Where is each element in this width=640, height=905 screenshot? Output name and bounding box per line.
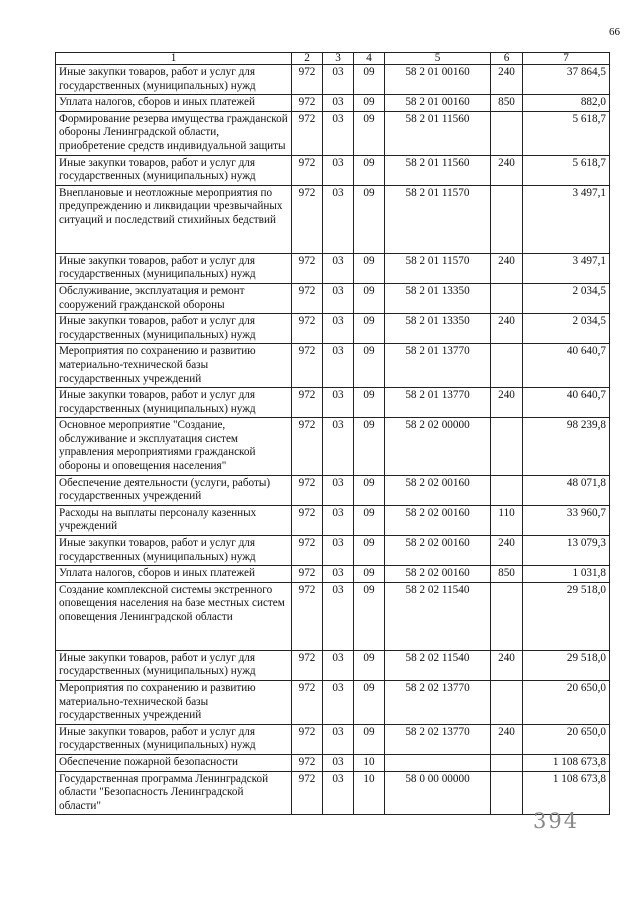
table-row xyxy=(56,536,610,566)
table-row xyxy=(56,724,610,754)
table-row xyxy=(56,65,610,95)
row-code-6: 240 xyxy=(491,650,523,680)
row-code-6: 240 xyxy=(491,314,523,344)
table-row xyxy=(56,582,610,650)
row-code-2: 972 xyxy=(292,582,323,650)
row-name: Обеспечение пожарной безопасности xyxy=(56,754,292,771)
row-code-5: 58 2 01 11570 xyxy=(385,185,491,253)
row-code-2: 972 xyxy=(292,111,323,155)
row-amount: 13 079,3 xyxy=(523,536,610,566)
row-code-2: 972 xyxy=(292,95,323,112)
row-code-5: 58 2 01 11560 xyxy=(385,111,491,155)
header-col-4: 4 xyxy=(354,53,385,65)
row-code-3: 03 xyxy=(323,754,354,771)
header-col-5: 5 xyxy=(385,53,491,65)
row-code-5: 58 0 00 00000 xyxy=(385,771,491,815)
row-code-4: 09 xyxy=(354,650,385,680)
row-code-3: 03 xyxy=(323,95,354,112)
row-amount: 3 497,1 xyxy=(523,253,610,283)
row-code-3: 03 xyxy=(323,155,354,185)
row-code-4: 09 xyxy=(354,566,385,583)
row-amount: 5 618,7 xyxy=(523,155,610,185)
row-name: Иные закупки товаров, работ и услуг для государственных (муниципальных) нужд xyxy=(56,650,292,680)
row-code-3: 03 xyxy=(323,650,354,680)
row-code-6 xyxy=(491,418,523,475)
row-amount: 33 960,7 xyxy=(523,505,610,535)
row-code-2: 972 xyxy=(292,754,323,771)
row-code-6: 110 xyxy=(491,505,523,535)
row-name: Государственная программа Ленинградской области "Безопасность Ленинградской области" xyxy=(56,771,292,815)
row-code-5: 58 2 01 00160 xyxy=(385,65,491,95)
row-code-2: 972 xyxy=(292,185,323,253)
table-row xyxy=(56,344,610,388)
header-col-7: 7 xyxy=(523,53,610,65)
row-name: Уплата налогов, сборов и иных платежей xyxy=(56,566,292,583)
table-row xyxy=(56,650,610,680)
row-code-6: 240 xyxy=(491,155,523,185)
row-code-4: 09 xyxy=(354,505,385,535)
row-code-6 xyxy=(491,185,523,253)
table-row xyxy=(56,95,610,112)
table-row xyxy=(56,155,610,185)
row-code-5: 58 2 02 00160 xyxy=(385,566,491,583)
row-code-6 xyxy=(491,754,523,771)
row-code-4: 09 xyxy=(354,475,385,505)
row-code-2: 972 xyxy=(292,475,323,505)
row-amount: 37 864,5 xyxy=(523,65,610,95)
header-col-3: 3 xyxy=(323,53,354,65)
row-code-5: 58 2 01 13350 xyxy=(385,283,491,313)
row-code-6 xyxy=(491,582,523,650)
table-row xyxy=(56,566,610,583)
header-col-2: 2 xyxy=(292,53,323,65)
row-code-5: 58 2 01 13770 xyxy=(385,344,491,388)
row-amount: 29 518,0 xyxy=(523,582,610,650)
row-amount: 1 108 673,8 xyxy=(523,771,610,815)
row-code-3: 03 xyxy=(323,111,354,155)
row-amount: 20 650,0 xyxy=(523,681,610,725)
row-code-2: 972 xyxy=(292,681,323,725)
row-amount: 1 108 673,8 xyxy=(523,754,610,771)
row-code-3: 03 xyxy=(323,65,354,95)
row-code-6 xyxy=(491,681,523,725)
row-code-5: 58 2 02 11540 xyxy=(385,582,491,650)
row-code-5: 58 2 02 00160 xyxy=(385,536,491,566)
row-code-6: 240 xyxy=(491,536,523,566)
row-code-4: 09 xyxy=(354,65,385,95)
row-code-6 xyxy=(491,111,523,155)
row-amount: 2 034,5 xyxy=(523,314,610,344)
row-code-2: 972 xyxy=(292,650,323,680)
table-row xyxy=(56,253,610,283)
row-code-4: 09 xyxy=(354,95,385,112)
row-code-2: 972 xyxy=(292,388,323,418)
row-code-6: 240 xyxy=(491,388,523,418)
row-amount: 882,0 xyxy=(523,95,610,112)
row-code-3: 03 xyxy=(323,314,354,344)
row-code-3: 03 xyxy=(323,771,354,815)
table-row xyxy=(56,283,610,313)
row-code-5: 58 2 02 00160 xyxy=(385,505,491,535)
table-row xyxy=(56,505,610,535)
row-name: Расходы на выплаты персоналу казенных учреждений xyxy=(56,505,292,535)
row-code-4: 10 xyxy=(354,754,385,771)
row-name: Иные закупки товаров, работ и услуг для государственных (муниципальных) нужд xyxy=(56,253,292,283)
row-code-2: 972 xyxy=(292,505,323,535)
row-code-2: 972 xyxy=(292,314,323,344)
row-code-4: 09 xyxy=(354,344,385,388)
row-code-5: 58 2 01 13350 xyxy=(385,314,491,344)
row-name: Иные закупки товаров, работ и услуг для государственных (муниципальных) нужд xyxy=(56,536,292,566)
row-name: Уплата налогов, сборов и иных платежей xyxy=(56,95,292,112)
table-row xyxy=(56,475,610,505)
row-name: Обслуживание, эксплуатация и ремонт сооружений гражданской обороны xyxy=(56,283,292,313)
row-name: Иные закупки товаров, работ и услуг для государственных (муниципальных) нужд xyxy=(56,65,292,95)
row-amount: 2 034,5 xyxy=(523,283,610,313)
row-code-5: 58 2 01 00160 xyxy=(385,95,491,112)
row-code-3: 03 xyxy=(323,536,354,566)
row-name: Внеплановые и неотложные мероприятия по предупреждению и ликвидации чрезвычайных ситуаций и последствий стихийных бедствий xyxy=(56,185,292,253)
row-code-6: 240 xyxy=(491,253,523,283)
row-code-3: 03 xyxy=(323,344,354,388)
row-code-2: 972 xyxy=(292,418,323,475)
row-code-6 xyxy=(491,475,523,505)
row-code-6 xyxy=(491,344,523,388)
row-code-4: 09 xyxy=(354,388,385,418)
row-code-4: 09 xyxy=(354,155,385,185)
row-code-4: 09 xyxy=(354,111,385,155)
row-code-4: 09 xyxy=(354,724,385,754)
row-code-4: 09 xyxy=(354,418,385,475)
table-body xyxy=(56,65,610,815)
table-row xyxy=(56,111,610,155)
row-code-3: 03 xyxy=(323,418,354,475)
row-name: Мероприятия по сохранению и развитию материально-технической базы государственных учреждений xyxy=(56,344,292,388)
row-code-3: 03 xyxy=(323,505,354,535)
row-code-3: 03 xyxy=(323,388,354,418)
row-code-4: 09 xyxy=(354,253,385,283)
row-code-6: 240 xyxy=(491,65,523,95)
row-code-4: 09 xyxy=(354,185,385,253)
row-amount: 3 497,1 xyxy=(523,185,610,253)
page-number: 66 xyxy=(609,26,620,38)
row-code-4: 09 xyxy=(354,536,385,566)
row-code-3: 03 xyxy=(323,582,354,650)
row-amount: 40 640,7 xyxy=(523,388,610,418)
row-code-6: 850 xyxy=(491,95,523,112)
table-row xyxy=(56,314,610,344)
header-row xyxy=(56,53,610,65)
row-code-2: 972 xyxy=(292,253,323,283)
row-name: Иные закупки товаров, работ и услуг для государственных (муниципальных) нужд xyxy=(56,155,292,185)
row-code-2: 972 xyxy=(292,536,323,566)
page-stamp: 394 xyxy=(533,809,580,833)
row-code-3: 03 xyxy=(323,283,354,313)
header-col-6: 6 xyxy=(491,53,523,65)
row-code-6: 240 xyxy=(491,724,523,754)
row-code-3: 03 xyxy=(323,253,354,283)
row-code-2: 972 xyxy=(292,283,323,313)
row-code-4: 09 xyxy=(354,582,385,650)
row-amount: 20 650,0 xyxy=(523,724,610,754)
row-code-2: 972 xyxy=(292,65,323,95)
table-row xyxy=(56,185,610,253)
row-code-5 xyxy=(385,754,491,771)
row-code-5: 58 2 01 11570 xyxy=(385,253,491,283)
row-name: Мероприятия по сохранению и развитию материально-технической базы государственных учреждений xyxy=(56,681,292,725)
budget-table xyxy=(55,52,610,815)
row-name: Иные закупки товаров, работ и услуг для государственных (муниципальных) нужд xyxy=(56,388,292,418)
row-code-4: 09 xyxy=(354,283,385,313)
table-row xyxy=(56,771,610,815)
row-code-5: 58 2 02 13770 xyxy=(385,681,491,725)
row-code-3: 03 xyxy=(323,724,354,754)
header-col-1: 1 xyxy=(56,53,292,65)
row-amount: 48 071,8 xyxy=(523,475,610,505)
row-name: Основное мероприятие "Создание, обслуживание и эксплуатация систем управления мероприятиями гражданской обороны и оповещения населения" xyxy=(56,418,292,475)
row-code-3: 03 xyxy=(323,566,354,583)
table-row xyxy=(56,388,610,418)
row-code-6 xyxy=(491,771,523,815)
row-code-2: 972 xyxy=(292,724,323,754)
row-code-5: 58 2 02 11540 xyxy=(385,650,491,680)
row-name: Формирование резерва имущества гражданской обороны Ленинградской области, приобретение средств индивидуальной защиты xyxy=(56,111,292,155)
table-row xyxy=(56,754,610,771)
row-code-2: 972 xyxy=(292,344,323,388)
row-name: Создание комплексной системы экстренного оповещения населения на базе местных систем оповещения Ленинградской области xyxy=(56,582,292,650)
row-amount: 29 518,0 xyxy=(523,650,610,680)
row-code-4: 09 xyxy=(354,314,385,344)
table-row xyxy=(56,681,610,725)
row-name: Иные закупки товаров, работ и услуг для государственных (муниципальных) нужд xyxy=(56,314,292,344)
row-code-4: 09 xyxy=(354,681,385,725)
row-code-2: 972 xyxy=(292,155,323,185)
row-code-2: 972 xyxy=(292,771,323,815)
row-code-6: 850 xyxy=(491,566,523,583)
row-name: Иные закупки товаров, работ и услуг для государственных (муниципальных) нужд xyxy=(56,724,292,754)
row-amount: 5 618,7 xyxy=(523,111,610,155)
row-amount: 40 640,7 xyxy=(523,344,610,388)
row-code-4: 10 xyxy=(354,771,385,815)
row-code-5: 58 2 02 00160 xyxy=(385,475,491,505)
row-amount: 98 239,8 xyxy=(523,418,610,475)
row-code-5: 58 2 01 11560 xyxy=(385,155,491,185)
row-code-2: 972 xyxy=(292,566,323,583)
row-code-6 xyxy=(491,283,523,313)
row-code-3: 03 xyxy=(323,681,354,725)
row-code-3: 03 xyxy=(323,185,354,253)
row-name: Обеспечение деятельности (услуги, работы) государственных учреждений xyxy=(56,475,292,505)
row-code-5: 58 2 01 13770 xyxy=(385,388,491,418)
row-code-3: 03 xyxy=(323,475,354,505)
row-amount: 1 031,8 xyxy=(523,566,610,583)
row-code-5: 58 2 02 00000 xyxy=(385,418,491,475)
table-row xyxy=(56,418,610,475)
row-code-5: 58 2 02 13770 xyxy=(385,724,491,754)
